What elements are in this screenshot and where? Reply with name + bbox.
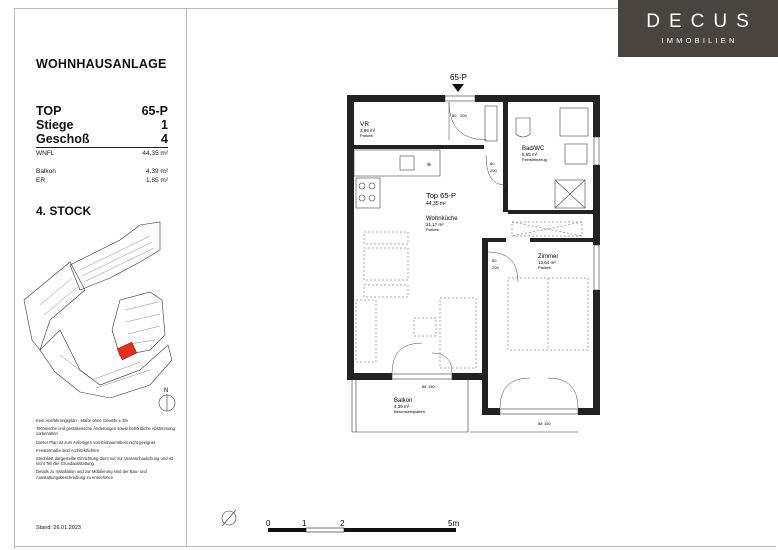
balkon-value: 4,39 m² bbox=[145, 168, 168, 175]
geschoss-value: 4 bbox=[161, 132, 168, 146]
svg-text:150: 150 bbox=[428, 384, 435, 389]
svg-text:200: 200 bbox=[492, 265, 499, 270]
balkon-name: Balkon bbox=[394, 398, 413, 404]
scale-tick-2: 2 bbox=[340, 519, 345, 528]
top-area: 44,35 m² bbox=[426, 201, 446, 207]
bad-area: 5,65 m² bbox=[522, 152, 538, 157]
kitchen-floor: Parkett bbox=[426, 227, 439, 232]
balkon-area: 4,39 m² bbox=[394, 404, 410, 409]
walls bbox=[347, 95, 600, 415]
geschoss-label: Geschoß bbox=[36, 132, 90, 146]
scale-tick-1: 1 bbox=[302, 519, 307, 528]
balkon-label: Balkon bbox=[36, 168, 56, 175]
zimmer-floor: Parkett bbox=[538, 265, 551, 270]
wnfl-value: 44,35 m² bbox=[142, 150, 168, 157]
svg-text:80: 80 bbox=[452, 113, 457, 118]
floor-heading: 4. STOCK bbox=[36, 204, 92, 218]
bad-name: Bad/WC bbox=[522, 146, 545, 152]
note: Kein Ausführungsplan · Maße ohne Gewähr ± 3% bbox=[36, 418, 129, 423]
svg-text:88: 88 bbox=[538, 421, 543, 426]
er-label: ER bbox=[36, 177, 46, 184]
logo-name: DECUS bbox=[646, 11, 758, 32]
stiege-label: Stiege bbox=[36, 118, 74, 132]
svg-text:80: 80 bbox=[490, 161, 495, 166]
dashed-furniture bbox=[356, 222, 588, 368]
note: Fenstermaße sind Architektlichten bbox=[36, 447, 100, 453]
logo-tagline: IMMOBILIEN bbox=[661, 36, 738, 45]
zimmer-name: Zimmer bbox=[538, 254, 559, 260]
note: Technische und gestalterische Änderungen sowie behördliche Abstimmung vorbehalten bbox=[36, 426, 175, 437]
top-label: TOP bbox=[36, 104, 62, 118]
vr-floor: Parkett bbox=[360, 133, 373, 138]
balkon-floor: Betonsteinplatten bbox=[394, 409, 425, 414]
note: Strichliert dargestellte Einrichtung dient nur zur Veranschaulichung und ist nicht Teil der Grundausstattung bbox=[36, 456, 173, 467]
entry-label: 65-P bbox=[450, 73, 467, 82]
svg-text:✳: ✳ bbox=[426, 162, 432, 169]
note: Details zu Installation und zur Möblierung sind der Bau- und Ausstattungsbeschreibung zu entnehmen bbox=[36, 469, 147, 480]
zimmer-area: 13,64 m² bbox=[538, 260, 556, 265]
top-value: 65-P bbox=[141, 104, 168, 118]
vr-name: VR bbox=[360, 121, 370, 128]
svg-text:200: 200 bbox=[490, 168, 497, 173]
svg-text:88: 88 bbox=[422, 384, 427, 389]
svg-text:200: 200 bbox=[460, 113, 467, 118]
er-value: 1,85 m² bbox=[145, 177, 168, 184]
kitchen-area: 21,17 m² bbox=[426, 222, 444, 227]
north-label: N bbox=[164, 388, 169, 394]
scale-bar bbox=[268, 528, 456, 532]
plan-date: Stand: 26.01.2023 bbox=[36, 525, 81, 531]
svg-text:150: 150 bbox=[544, 421, 551, 426]
wnfl-label: WNFL bbox=[36, 150, 55, 157]
kitchen-name: Wohnküche bbox=[426, 216, 458, 222]
vr-area: 3,89 m² bbox=[360, 128, 376, 133]
scale-tick-0: 0 bbox=[266, 519, 271, 528]
svg-text:80: 80 bbox=[492, 258, 497, 263]
note: Dieser Plan ist zum Anfertigen von Einbaumöbeln nicht geeignet bbox=[36, 439, 156, 445]
entry-arrow-icon bbox=[452, 84, 464, 92]
bad-floor: Feinsteinzeug bbox=[522, 157, 547, 162]
stiege-value: 1 bbox=[161, 118, 168, 132]
scale-tick-5: 5m bbox=[448, 519, 460, 528]
project-title: WOHNHAUSANLAGE bbox=[36, 57, 167, 71]
top-label: Top 65-P bbox=[426, 191, 457, 200]
wardrobe bbox=[485, 106, 497, 141]
